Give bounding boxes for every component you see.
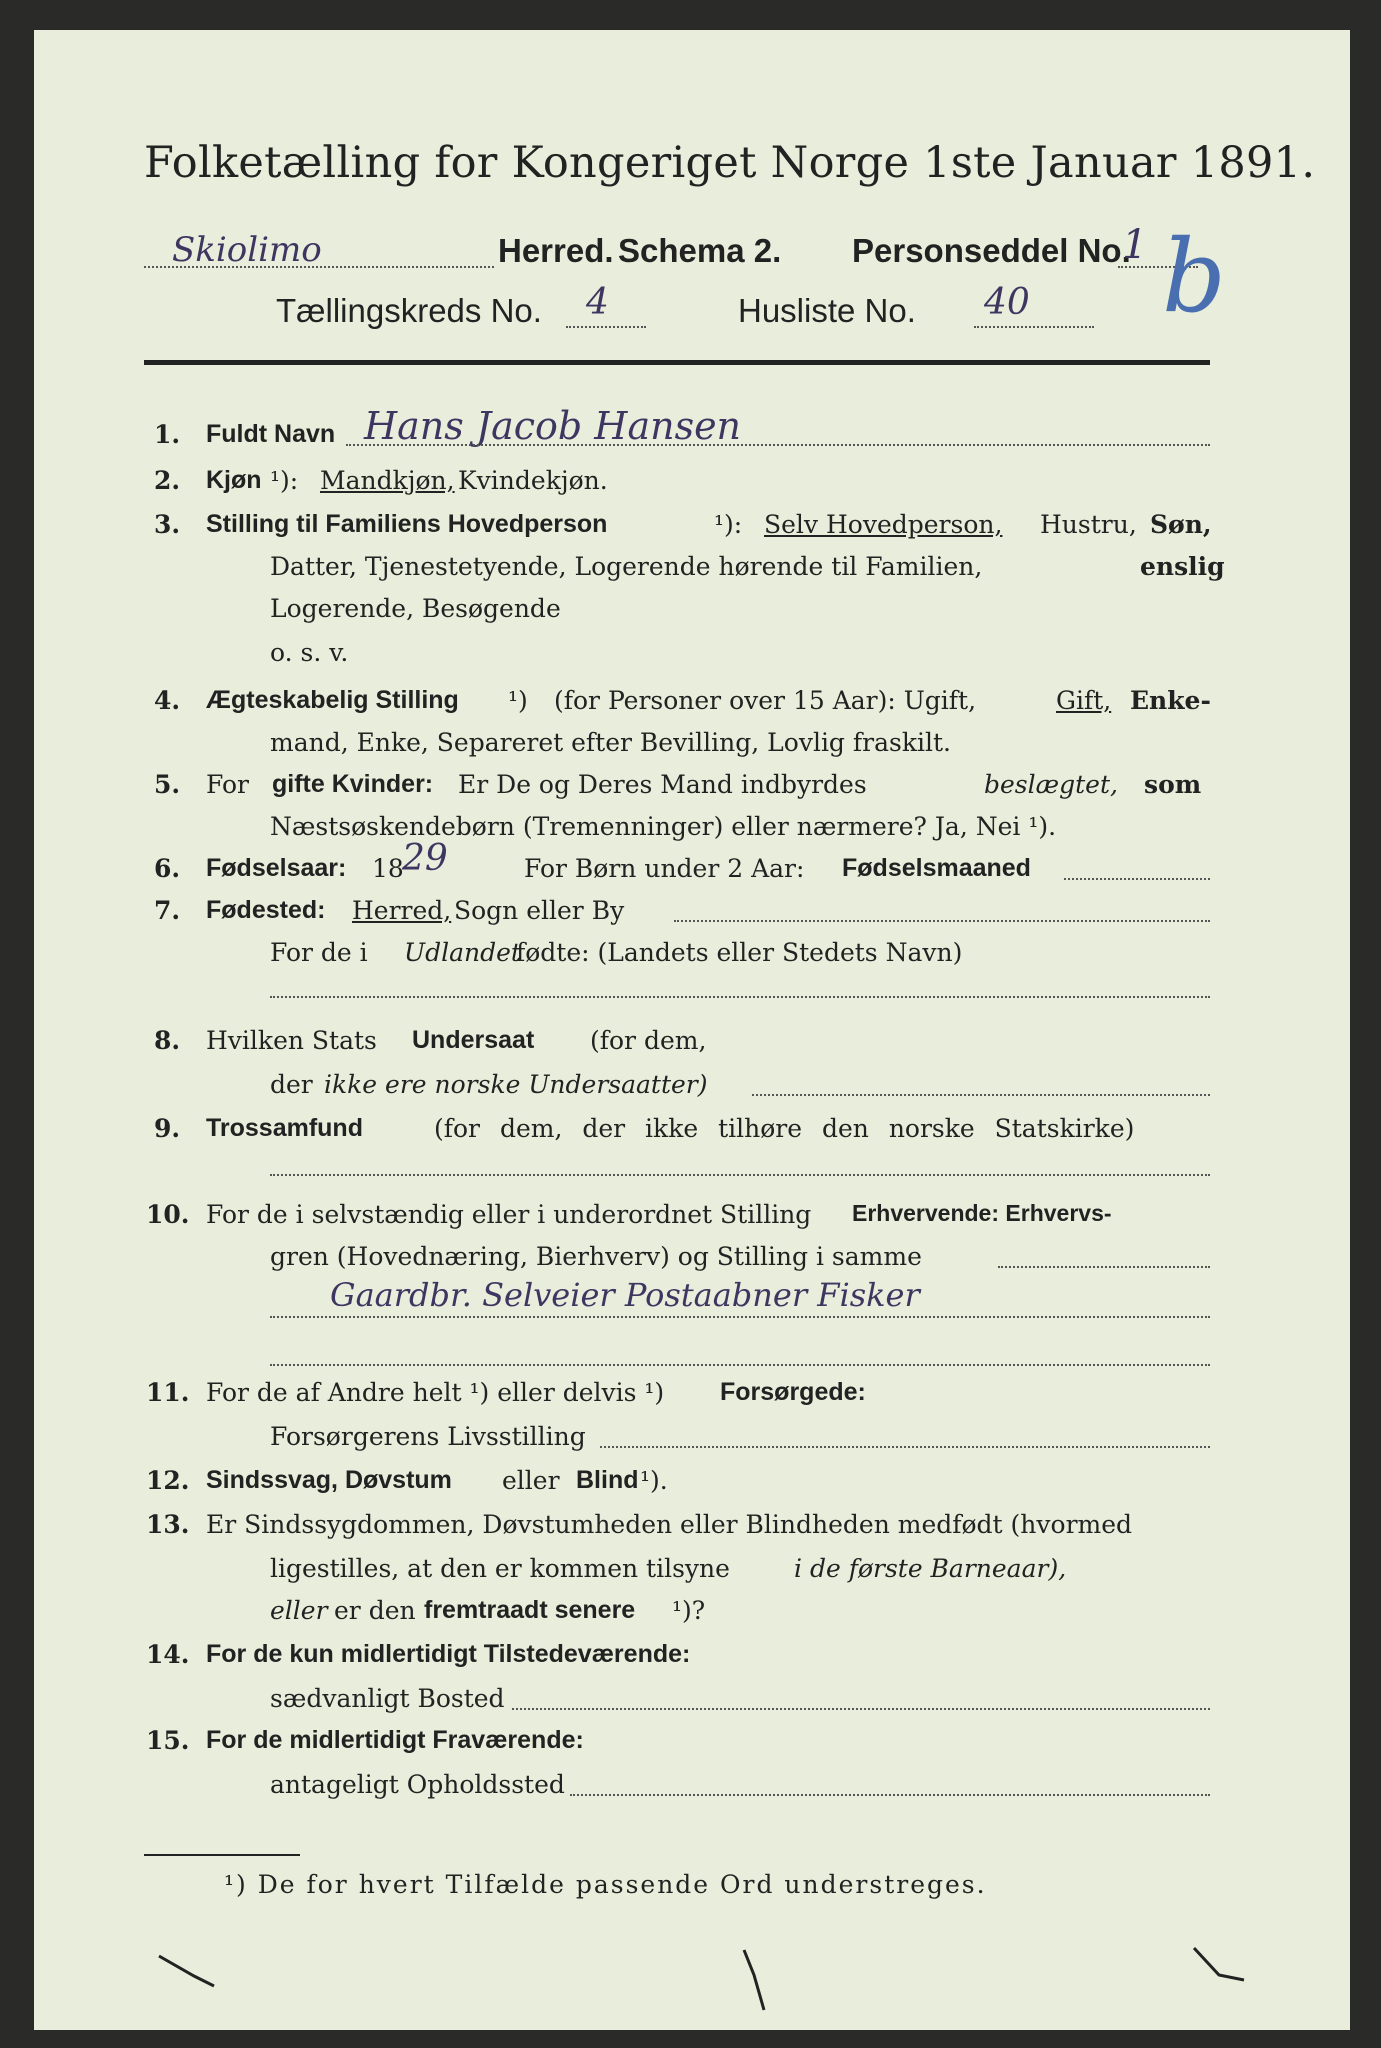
item-12-label: Sindssvag, Døvstum: [206, 1466, 452, 1494]
personseddel-label: Personseddel No.: [852, 232, 1131, 269]
item-5-label: gifte Kvinder:: [272, 770, 434, 798]
item-11-label: Forsørgede:: [720, 1378, 866, 1406]
item-10-label: Erhvervende: Erhvervs-: [852, 1200, 1112, 1226]
item-7-label: Fødested:: [206, 896, 326, 924]
crop-mark-right: [1184, 1940, 1264, 2000]
schema-label: Schema 2.: [618, 232, 782, 269]
crop-mark-left: [154, 1946, 254, 2006]
corner-mark: b: [1162, 218, 1227, 335]
herred-value: Skiolimo: [172, 230, 322, 270]
footnote: ¹) De for hvert Tilfælde passende Ord understreges.: [224, 1870, 987, 1899]
item-4-label: Ægteskabelig Stilling: [206, 686, 459, 714]
position-selected: Selv Hovedperson,: [764, 510, 1003, 539]
full-name-value: Hans Jacob Hansen: [364, 404, 742, 448]
herred-label: Herred.: [498, 232, 614, 269]
husliste-value: 40: [984, 282, 1030, 323]
kreds-value: 4: [586, 282, 609, 323]
item-15-label: For de midlertidigt Fraværende:: [206, 1726, 584, 1754]
kreds-label: Tællingskreds No.: [276, 292, 542, 329]
census-form: Folketælling for Kongeriget Norge 1ste Januar 1891. Skiolimo Herred. Schema 2. Personseddel No. 1 b Tællingskreds No. 4 Husliste No. 40 1. Fuldt Navn Hans Jacob Hansen 2. Kjøn ¹): Mandkjøn, Kvindekjøn. 3. Stilling til Familiens Hovedperson ¹): Selv Hovedperson, Hustru, Søn, Datter, Tjenestetyende, Logerende hørende til Familien, enslig Logerende, Besøgende o. s. v. 4. Ægteskabelig Stilling ¹) (for Personer over 15 Aar): Ugift, Gift, Enke- mand, Enke, Separeret efter Bevilling, Lovlig fraskilt. 5. For gifte Kvinder: Er De og Deres Mand indbyrdes beslægtet, som Næstsøskendebørn (Tremenninger) eller nærmere? Ja, Nei ¹). 6. Fødselsaar: 18 29 For Børn under 2 Aar: Fødselsmaaned 7. Fødested: Herred, Sogn eller By For de i Udlandet fødte: (Landets eller Stedets Navn) 8. Hvilken Stats Undersaat (for dem, der ikke ere norske Undersaatter) 9. Trossamfund (for dem, der ikke tilhøre den norske Statskirke) 10. For de i selvstændig eller i underordnet Stilling Erhvervende: Erhvervs- gren (Hovednæring, Bierhverv) og Stilling i samme Gaardbr. Selveier Postaabner Fisker 11. For de af Andre helt ¹) eller delvis ¹) Forsørgede: Forsørgerens Livsstilling 12. Sindssvag, Døvstum eller Blind ¹). 13. Er Sindssygdommen, Døvstumheden eller Blindheden medfødt (hvormed ligestilles, at den er kommen tilsyne i de første Barneaar), eller er den fremtraadt senere ¹)? 14. For de kun midlertidigt Tilstedeværende: sædvanligt Bosted 15. For de midlertidigt Fraværende: antageligt Opholdssted ¹) De for hvert Tilfælde passende Ord understreges.: [34, 30, 1350, 2030]
item-6-label: Fødselsaar:: [206, 854, 347, 882]
birthplace-selected: Herred,: [352, 896, 452, 925]
occupation-value: Gaardbr. Selveier Postaabner Fisker: [330, 1276, 920, 1314]
husliste-label: Husliste No.: [738, 292, 916, 329]
birth-year-value: 29: [402, 838, 448, 879]
footnote-rule: [144, 1854, 300, 1856]
item-8-label: Undersaat: [412, 1026, 535, 1054]
form-title: Folketælling for Kongeriget Norge 1ste Januar 1891.: [144, 138, 1316, 188]
item-2-label: Kjøn: [206, 466, 262, 494]
item-1-label: Fuldt Navn: [206, 420, 336, 448]
crop-mark-center: [724, 1940, 784, 2030]
item-9-label: Trossamfund: [206, 1114, 363, 1142]
marital-selected: Gift,: [1056, 686, 1112, 715]
item-13-text: Er Sindssygdommen, Døvstumheden eller Blindheden medfødt (hvormed: [206, 1510, 1133, 1539]
header-rule: [144, 360, 1210, 365]
item-14-label: For de kun midlertidigt Tilstedeværende:: [206, 1640, 691, 1668]
personseddel-value: 1: [1122, 222, 1148, 268]
gender-selected: Mandkjøn,: [320, 466, 455, 495]
item-3-label: Stilling til Familiens Hovedperson: [206, 510, 608, 538]
